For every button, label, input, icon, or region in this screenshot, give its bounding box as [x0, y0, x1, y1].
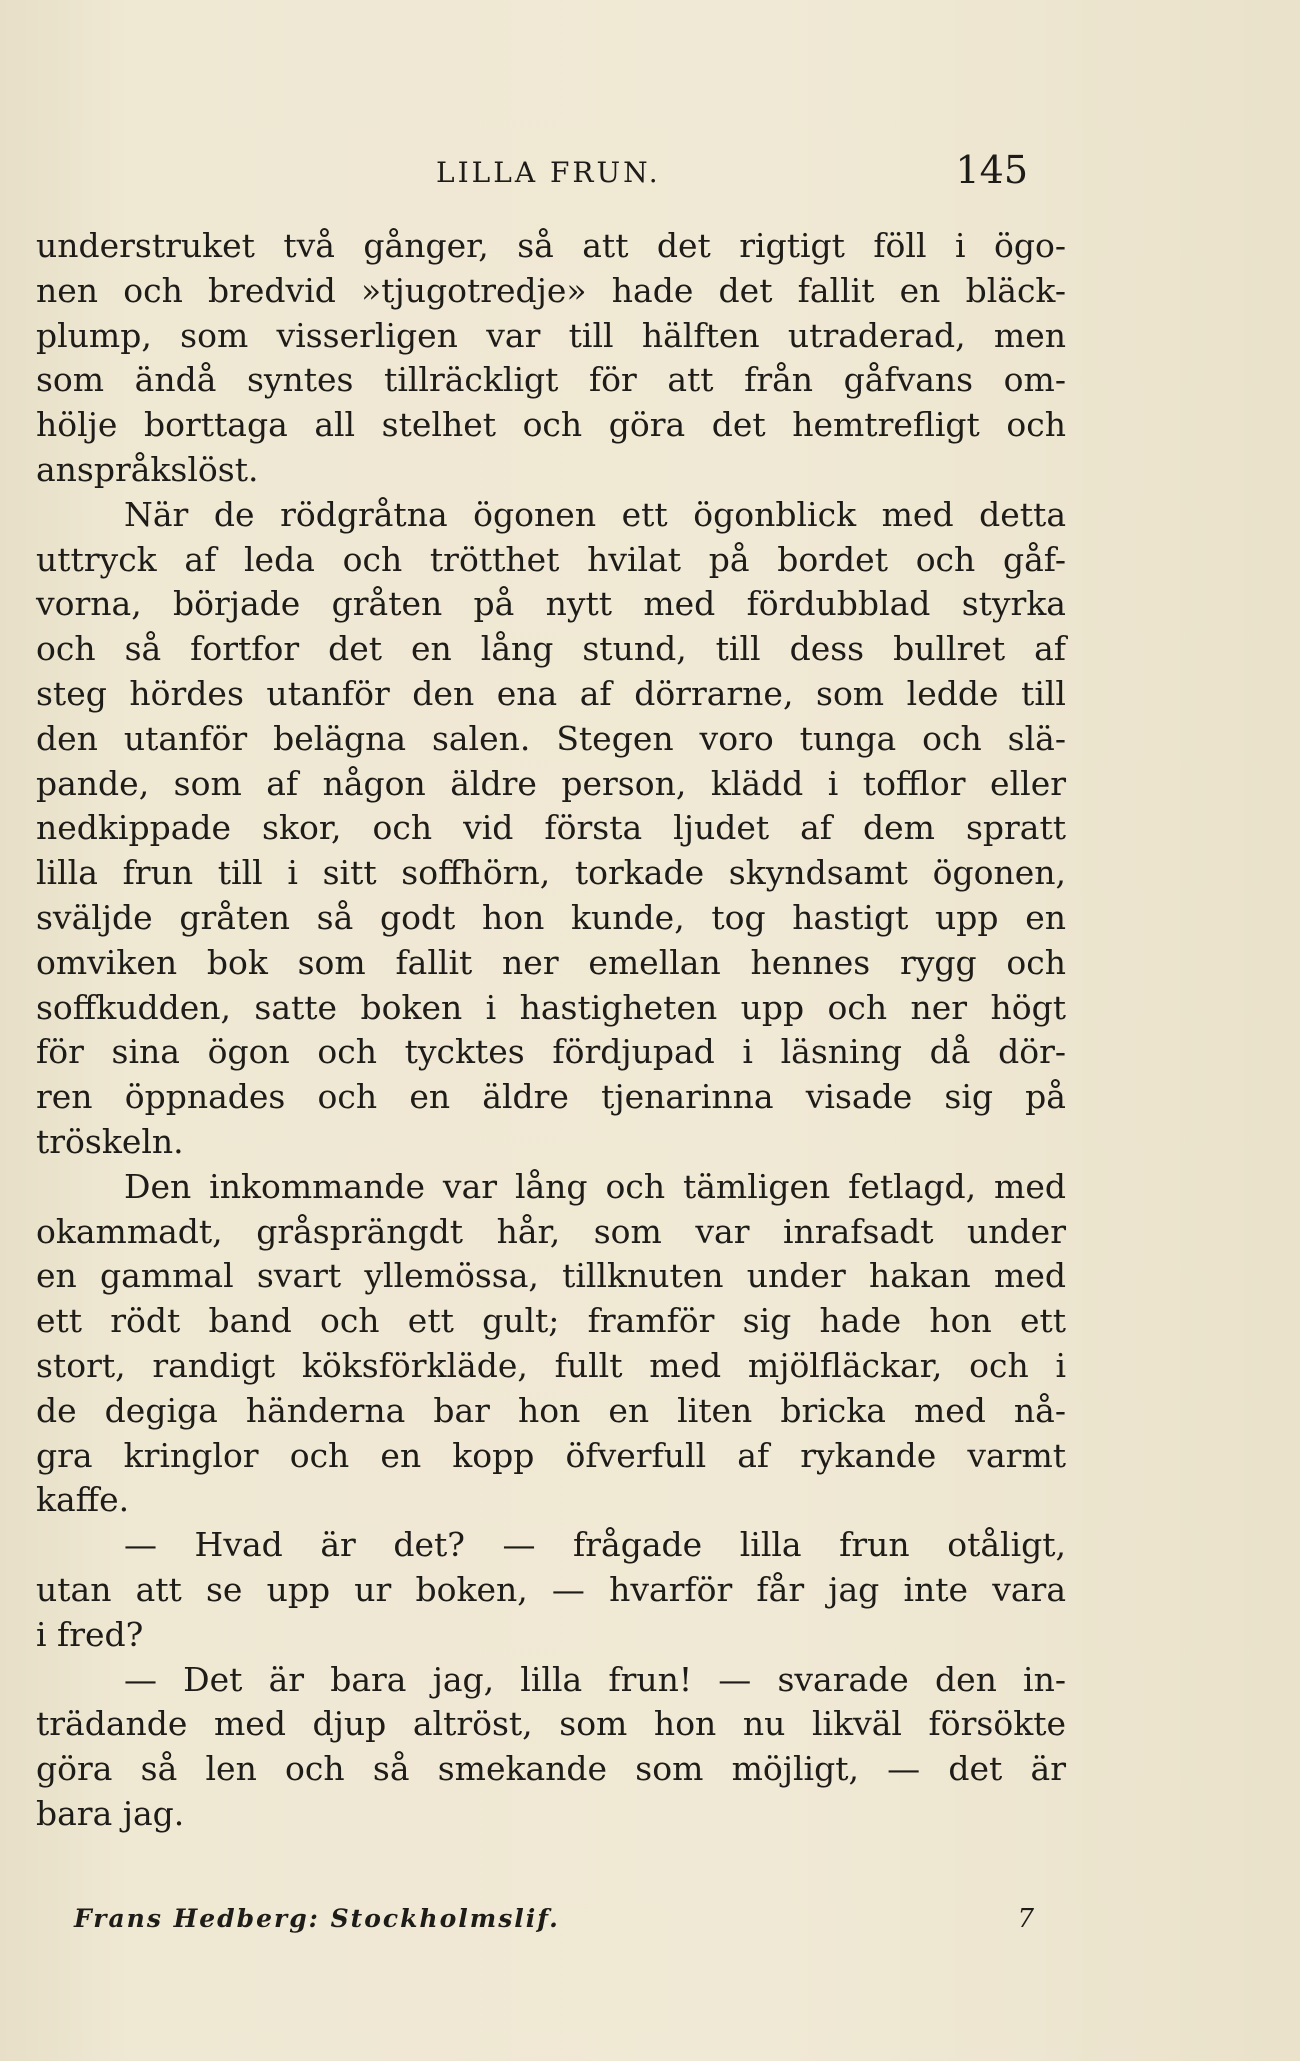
- text-line: de degiga händerna bar hon en liten bricka med nå-: [36, 1390, 1066, 1430]
- text-line: bara jag.: [36, 1793, 185, 1833]
- body-text: [36, 224, 1066, 1837]
- text-line: sväljde gråten så godt hon kunde, tog hastigt upp en: [36, 897, 1066, 937]
- text-line: plump, som visserligen var till hälften utraderad, men: [36, 315, 1066, 355]
- text-line: hölje borttaga all stelhet och göra det hemtrefligt och: [36, 405, 1066, 445]
- text-line: anspråkslöst.: [36, 449, 259, 489]
- text-line: — Hvad är det? — frågade lilla frun otåligt,: [124, 1525, 1066, 1565]
- text-line: och så fortfor det en lång stund, till dess bullret af: [36, 629, 1066, 669]
- text-line: som ändå syntes tillräckligt för att från gåfvans om-: [36, 360, 1066, 400]
- text-line: gra kringlor och en kopp öfverfull af rykande varmt: [36, 1435, 1066, 1475]
- text-line: lilla frun till i sitt soffhörn, torkade skyndsamt ögonen,: [36, 853, 1066, 893]
- page-header: [36, 148, 1066, 196]
- text-line: okammadt, gråsprängdt hår, som var inrafsadt under: [36, 1211, 1066, 1251]
- text-line: pande, som af någon äldre person, klädd i tofflor eller: [36, 763, 1066, 803]
- text-line: nedkippade skor, och vid första ljudet af dem spratt: [36, 808, 1066, 848]
- text-line: för sina ögon och tycktes fördjupad i läsning då dör-: [36, 1032, 1066, 1072]
- text-line: soffkudden, satte boken i hastigheten upp och ner högt: [36, 987, 1066, 1027]
- text-line: tröskeln.: [36, 1121, 184, 1161]
- page-number: 145: [955, 148, 1028, 192]
- text-line: stort, randigt köksförkläde, fullt med mjölfläckar, och i: [36, 1345, 1066, 1385]
- text-line: i fred?: [36, 1614, 144, 1654]
- text-line: understruket två gånger, så att det rigtigt föll i ögo-: [36, 226, 1066, 265]
- text-line: — Det är bara jag, lilla frun! — svarade den in-: [124, 1659, 1066, 1699]
- text-line: vorna, började gråten på nytt med fördubblad styrka: [36, 584, 1066, 624]
- text-line: När de rödgråtna ögonen ett ögonblick med detta: [124, 494, 1066, 534]
- text-line: ett rödt band och ett gult; framför sig hade hon ett: [36, 1301, 1066, 1341]
- running-title: LILLA FRUN.: [436, 156, 661, 189]
- text-line: göra så len och så smekande som möjligt, — det är: [36, 1749, 1066, 1789]
- text-line: ren öppnades och en äldre tjenarinna visade sig på: [36, 1077, 1066, 1117]
- page-footer: [74, 1904, 1034, 1944]
- text-line: den utanför belägna salen. Stegen voro tunga och slä-: [36, 718, 1066, 758]
- text-line: Den inkommande var lång och tämligen fetlagd, med: [124, 1166, 1066, 1206]
- text-line: nen och bredvid »tjugotredje» hade det fallit en bläck-: [36, 270, 1066, 310]
- text-line: kaffe.: [36, 1480, 130, 1520]
- text-line: steg hördes utanför den ena af dörrarne, som ledde till: [36, 673, 1066, 713]
- text-line: utan att se upp ur boken, — hvarför får jag inte vara: [36, 1569, 1066, 1609]
- text-line: trädande med djup altröst, som hon nu likväl försökte: [36, 1704, 1066, 1744]
- text-line: en gammal svart yllemössa, tillknuten under hakan med: [36, 1256, 1066, 1296]
- text-line: uttryck af leda och trötthet hvilat på bordet och gåf-: [36, 539, 1066, 579]
- signature-mark: 7: [1017, 1904, 1034, 1934]
- text-line: omviken bok som fallit ner emellan hennes rygg och: [36, 942, 1066, 982]
- signature-line: Frans Hedberg: Stockholmslif.: [74, 1904, 560, 1933]
